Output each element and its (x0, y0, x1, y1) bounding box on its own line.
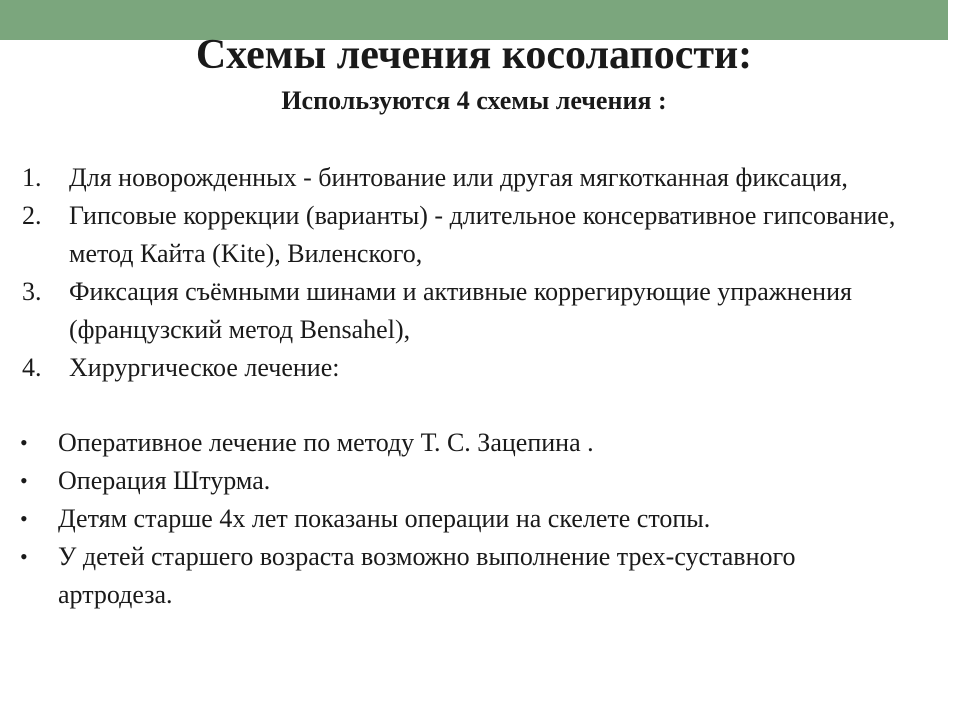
bullet-item-text: У детей старшего возраста возможно выполнение трех-суставного артродеза. (58, 542, 796, 609)
bullet-item-text: Оперативное лечение по методу Т. С. Зацепина . (58, 428, 594, 457)
list-item-number: 1. (22, 163, 42, 192)
treatment-scheme-list (0, 159, 940, 387)
bullet-icon: • (20, 544, 28, 569)
bullet-item (0, 538, 900, 614)
list-item-number: 4. (22, 353, 42, 382)
list-item (0, 159, 940, 197)
list-item-text: Фиксация съёмными шинами и активные коррегирующие упражнения (французский метод Bensahel), (69, 277, 852, 344)
bullet-icon: • (20, 506, 28, 531)
list-item-text: Гипсовые коррекции (варианты) - длительное консервативное гипсование, метод Кайта (Kite), Виленского, (69, 201, 896, 268)
slide-title: Схемы лечения косолапости: (195, 32, 753, 78)
list-item-text: Хирургическое лечение: (69, 353, 340, 382)
slide-subtitle: Используются 4 схемы лечения : (281, 86, 667, 115)
bullet-item-text: Операция Штурма. (58, 466, 271, 495)
list-item-number: 3. (22, 277, 42, 306)
list-item (0, 197, 940, 273)
list-item (0, 349, 940, 387)
list-item (0, 273, 940, 349)
bullet-item (0, 424, 900, 462)
list-item-number: 2. (22, 201, 42, 230)
bullet-item (0, 462, 900, 500)
bullet-icon: • (20, 430, 28, 455)
bullet-item-text: Детям старше 4х лет показаны операции на скелете стопы. (58, 504, 711, 533)
list-item-text: Для новорожденных - бинтование или другая мягкотканная фиксация, (69, 163, 848, 192)
surgical-options-list (0, 424, 900, 614)
bullet-item (0, 500, 900, 538)
bullet-icon: • (20, 468, 28, 493)
